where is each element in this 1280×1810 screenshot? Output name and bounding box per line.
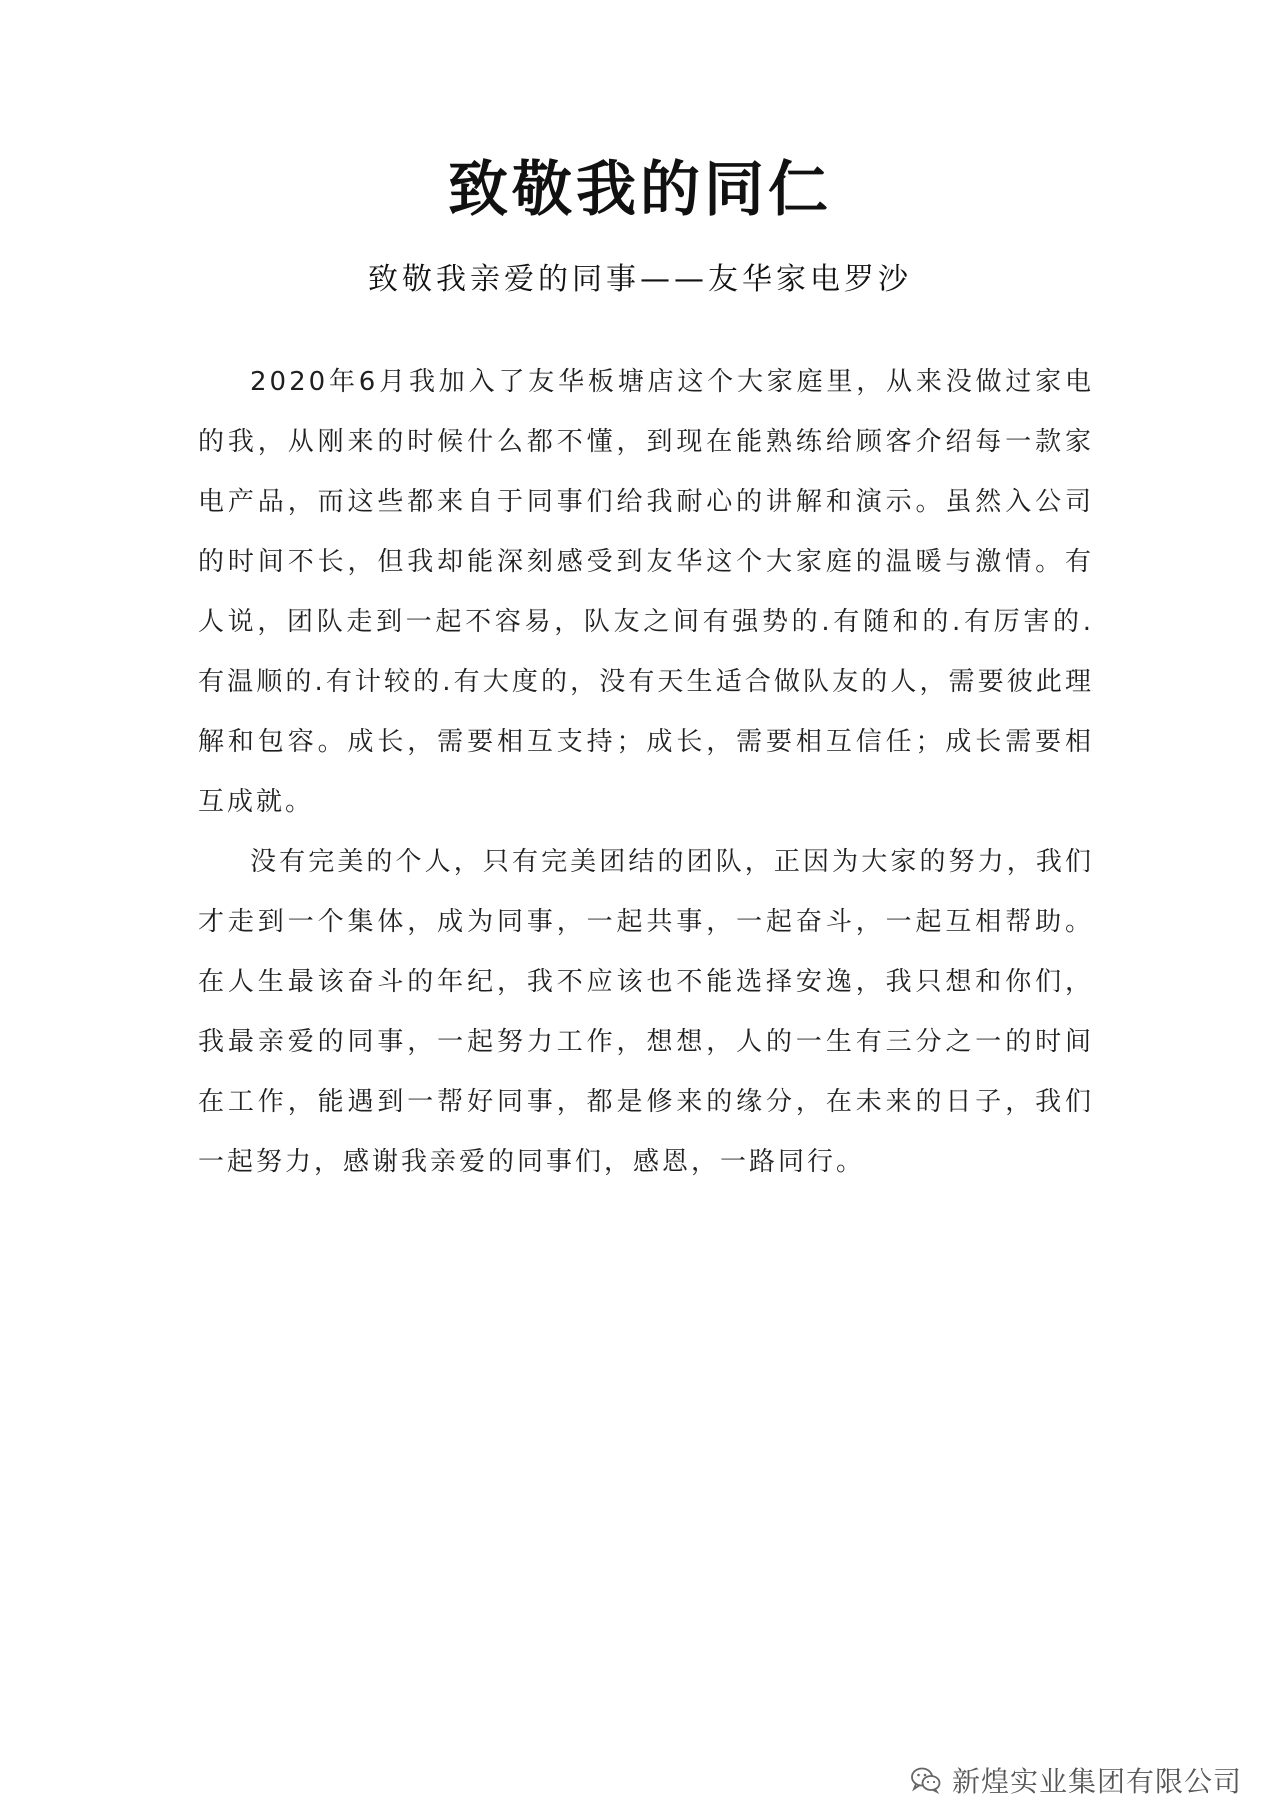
page-subtitle: 致敬我亲爱的同事——友华家电罗沙 [368, 262, 912, 297]
page-title: 致敬我的同仁 [448, 155, 832, 225]
wechat-icon [910, 1766, 942, 1794]
article-body [198, 352, 1094, 1192]
watermark-text: 新煌实业集团有限公司 [951, 1765, 1242, 1798]
paragraph-1: 2020年6月我加入了友华板塘店这个大家庭里，从来没做过家电的我，从刚来的时候什么都不懂，到现在能熟练给顾客介绍每一款家电产品，而这些都来自于同事们给我耐心的讲解和演示。虽然入公司的时间不长，但我却能深刻感受到友华这个大家庭的温暖与激情。有人说，团队走到一起不容易，队友之间有强势的.有随和的.有厉害的.有温顺的.有计较的.有大度的，没有天生适合做队友的人，需要彼此理解和包容。成长，需要相互支持；成长，需要相互信任；成长需要相互成就。 [198, 367, 1094, 817]
paragraph-2: 没有完美的个人，只有完美团结的团队，正因为大家的努力，我们才走到一个集体，成为同事，一起共事，一起奋斗，一起互相帮助。在人生最该奋斗的年纪，我不应该也不能选择安逸，我只想和你们，我最亲爱的同事，一起努力工作，想想，人的一生有三分之一的时间在工作，能遇到一帮好同事，都是修来的缘分，在未来的日子，我们一起努力，感谢我亲爱的同事们，感恩，一路同行。 [198, 847, 1094, 1177]
watermark [910, 1760, 1242, 1800]
